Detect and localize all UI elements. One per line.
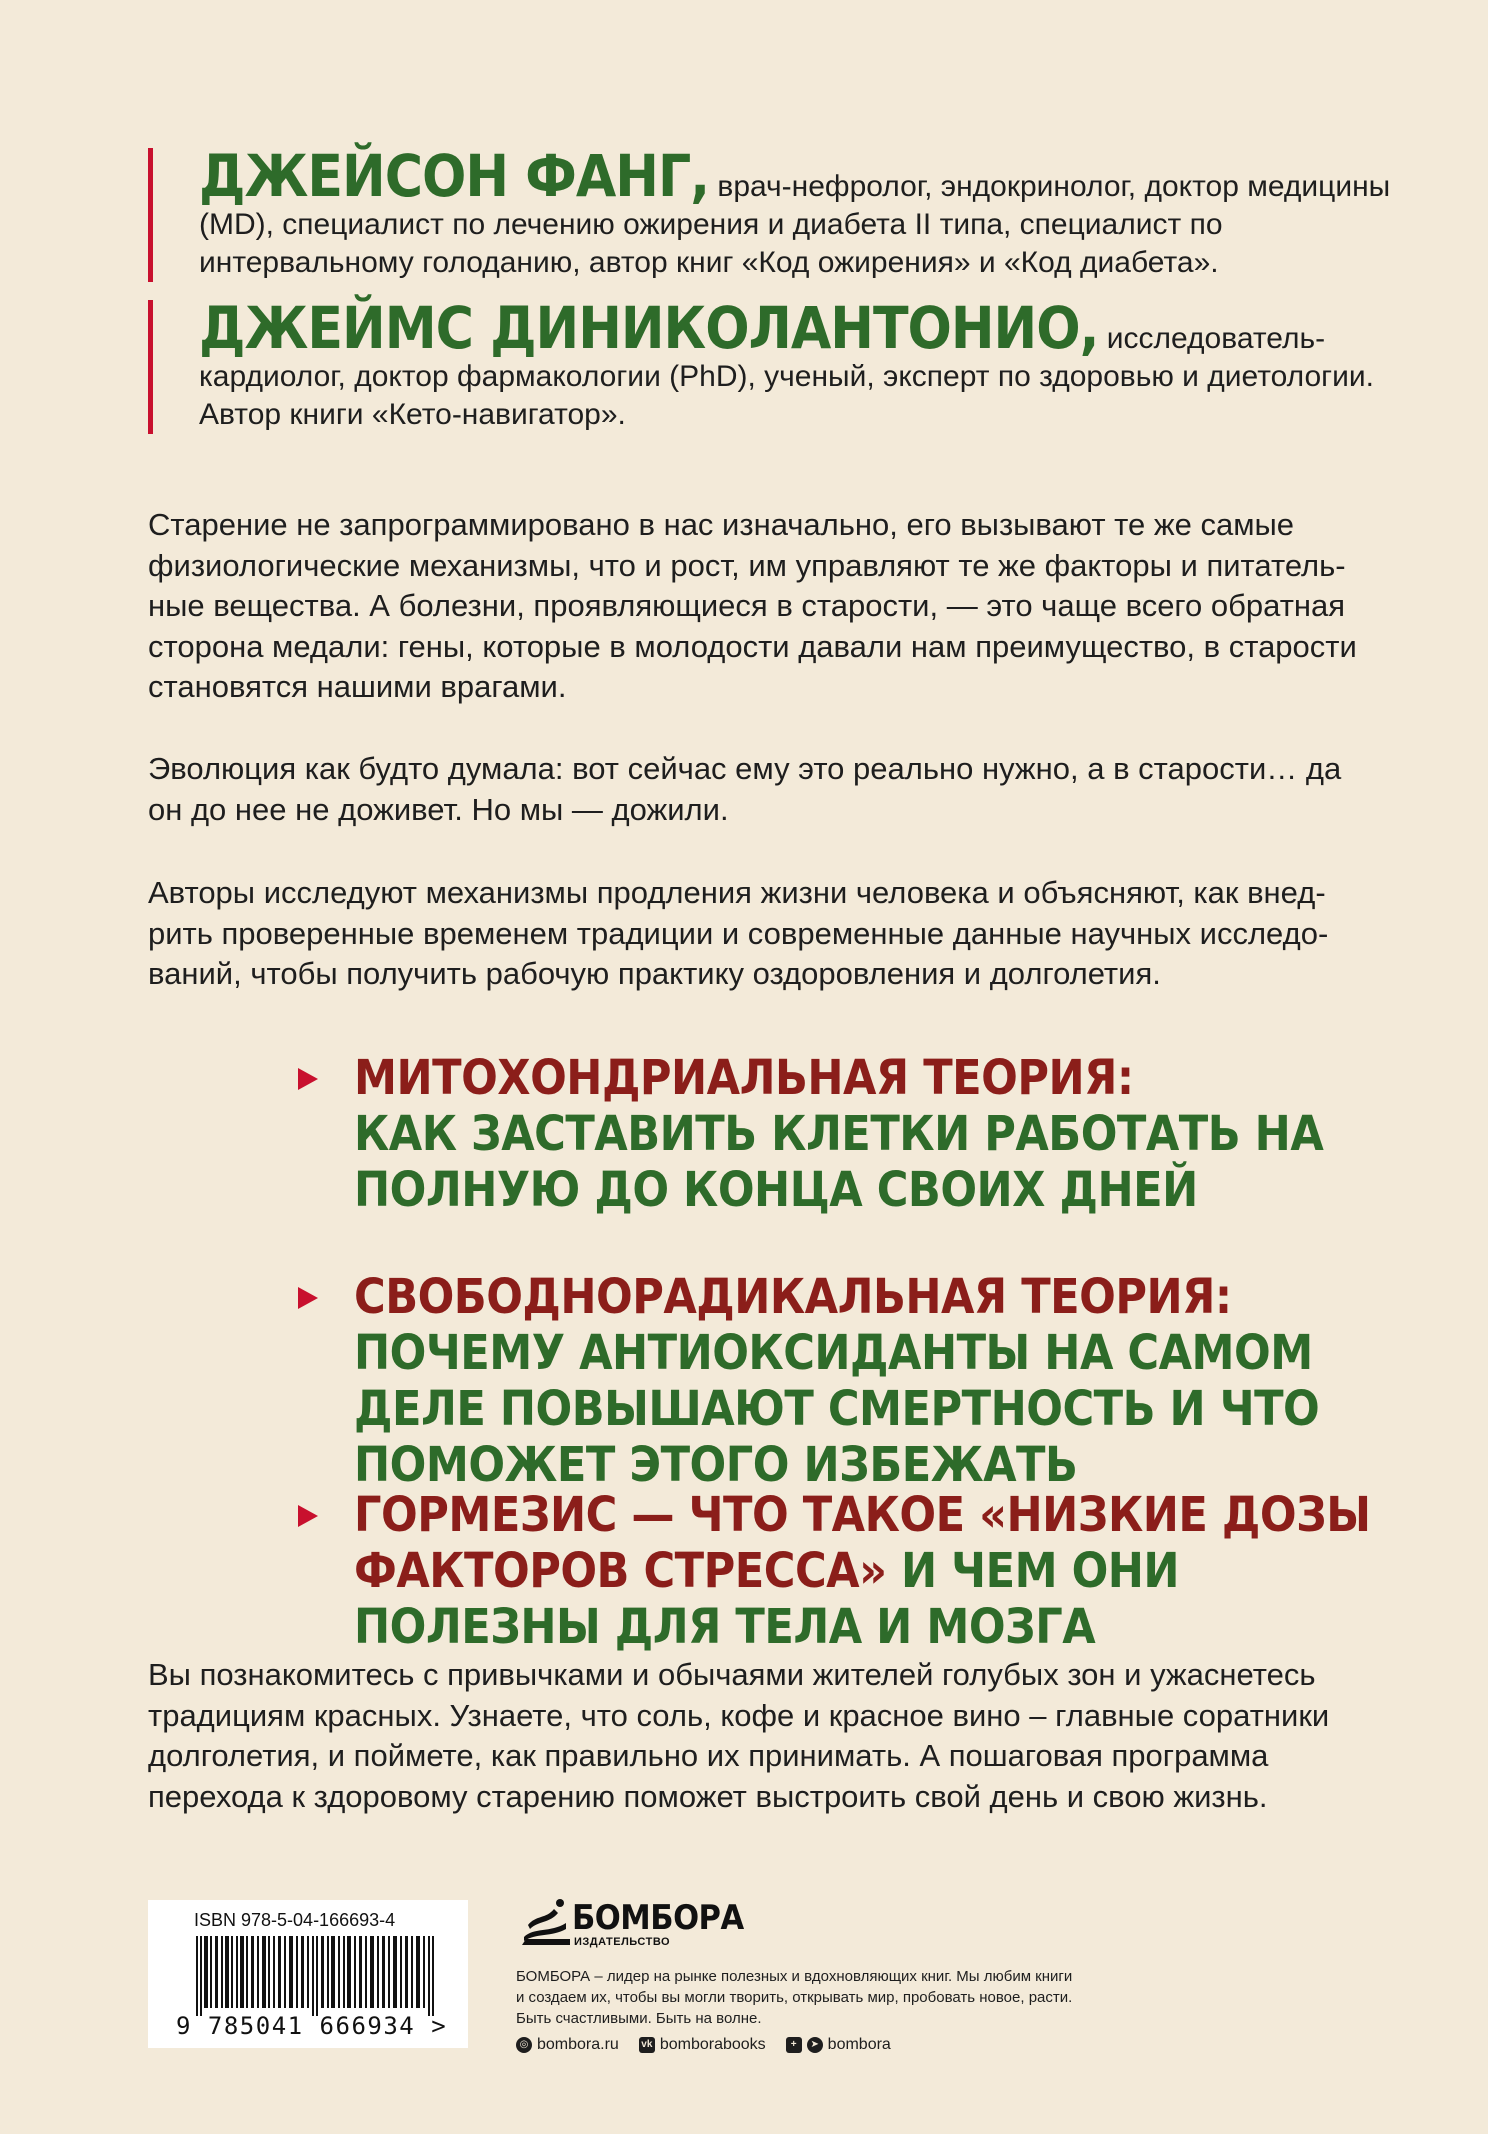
social-telegram-label: bombora bbox=[827, 2036, 891, 2053]
triangle-bullet-icon bbox=[298, 1287, 318, 1309]
publisher-name: БОМБОРА bbox=[572, 1898, 744, 1938]
author-name: ДЖЕЙСОН ФАНГ, bbox=[199, 142, 710, 210]
telegram-icon: ➤ bbox=[807, 2037, 823, 2053]
triangle-bullet-icon bbox=[298, 1505, 318, 1527]
author-name: ДЖЕЙМС ДИНИКОЛАНТОНИО, bbox=[199, 294, 1099, 362]
social-links bbox=[516, 2036, 891, 2054]
bullet-text: КАК ЗАСТАВИТЬ КЛЕТКИ РАБОТАТЬ НА ПОЛНУЮ ДО КОНЦА СВОИХ ДНЕЙ bbox=[354, 1106, 1324, 1218]
description-paragraph-2: Эволюция как будто думала: вот сейчас ему это реально нужно, а в старости… да он до нее не доживет. Но мы — дожили. bbox=[148, 751, 1342, 827]
publisher-subtitle: ИЗДАТЕЛЬСТВО bbox=[574, 1936, 671, 1948]
bullet-heading: МИТОХОНДРИАЛЬНАЯ ТЕОРИЯ: bbox=[354, 1050, 1134, 1106]
social-vk[interactable] bbox=[639, 2036, 766, 2054]
bullet-hormesis bbox=[300, 1487, 1420, 1655]
bullet-text: ПОЧЕМУ АНТИОКСИДАНТЫ НА САМОМ ДЕЛЕ ПОВЫШАЮТ СМЕРТНОСТЬ И ЧТО ПОМОЖЕТ ЭТОГО ИЗБЕЖАТЬ bbox=[354, 1325, 1320, 1493]
social-website-label: bombora.ru bbox=[537, 2036, 619, 2053]
bullet-free-radical-theory bbox=[300, 1269, 1420, 1493]
description-paragraph-1: Старение не запрограммировано в нас изначально, его вызывают те же самые физиологические механизмы, что и рост, им управляют те же факторы и питательные вещества. А болезни, проявляющиеся в старости, — это чаще всего обратная сторона медали: гены, которые в молодости давали нам преимущество, в старости становятся нашими врагами. bbox=[148, 507, 1357, 704]
author-block-fung bbox=[148, 142, 1429, 282]
author-block-dinicolantonio bbox=[148, 294, 1429, 434]
triangle-bullet-icon bbox=[298, 1068, 318, 1090]
author-description: исследователь-кардиолог, доктор фармакологии (PhD), ученый, эксперт по здоровью и диетологии. Автор книги «Кето-навигатор». bbox=[199, 322, 1374, 431]
plus-icon: + bbox=[786, 2037, 802, 2053]
publisher-tagline: БОМБОРА – лидер на рынке полезных и вдохновляющих книг. Мы любим книги и создаем их, чтобы вы могли творить, открывать мир, пробовать новое, расти. Быть счастливыми. Быть на волне. bbox=[516, 1968, 1073, 2027]
globe-icon: ◎ bbox=[516, 2037, 532, 2053]
description-paragraph-3: Авторы исследуют механизмы продления жизни человека и объясняют, как внедрить проверенные временем традиции и современные данные научных исследований, чтобы получить рабочую практику оздоровления и долголетия. bbox=[148, 875, 1329, 991]
bullet-text: И ЧЕМ ОНИ ПОЛЕЗНЫ ДЛЯ ТЕЛА И МОЗГА bbox=[354, 1543, 1180, 1655]
bullet-heading: ГОРМЕЗИС — ЧТО ТАКОЕ «НИЗКИЕ ДОЗЫ ФАКТОРОВ СТРЕССА» bbox=[354, 1487, 1371, 1599]
social-telegram[interactable] bbox=[786, 2036, 891, 2054]
vk-icon: vk bbox=[639, 2037, 655, 2053]
author-description: врач-нефролог, эндокринолог, доктор медицины (MD), специалист по лечению ожирения и диабета II типа, специалист по интервальному голоданию, автор книг «Код ожирения» и «Код диабета». bbox=[199, 170, 1391, 279]
isbn-text: ISBN 978-5-04-166693-4 bbox=[194, 1910, 396, 1930]
bullet-heading: СВОБОДНОРАДИКАЛЬНАЯ ТЕОРИЯ: bbox=[354, 1269, 1232, 1325]
social-website[interactable] bbox=[516, 2036, 619, 2054]
barcode-icon bbox=[196, 1936, 436, 2016]
barcode-panel bbox=[148, 1900, 468, 2048]
bombora-logo-icon bbox=[516, 1893, 576, 1953]
social-vk-label: bomborabooks bbox=[659, 2036, 766, 2053]
description-paragraph-4: Вы познакомитесь с привычками и обычаями жителей голубых зон и ужаснетесь традициям красных. Узнаете, что соль, кофе и красное вино – главные соратники долголетия, и поймете, как правильно их принимать. А пошаговая программа перехода к здоровому старению поможет выстроить свой день и свою жизнь. bbox=[148, 1657, 1330, 1814]
barcode-digits: 9 785041 666934 > bbox=[176, 2012, 448, 2040]
bullet-mitochondrial-theory bbox=[300, 1050, 1420, 1218]
